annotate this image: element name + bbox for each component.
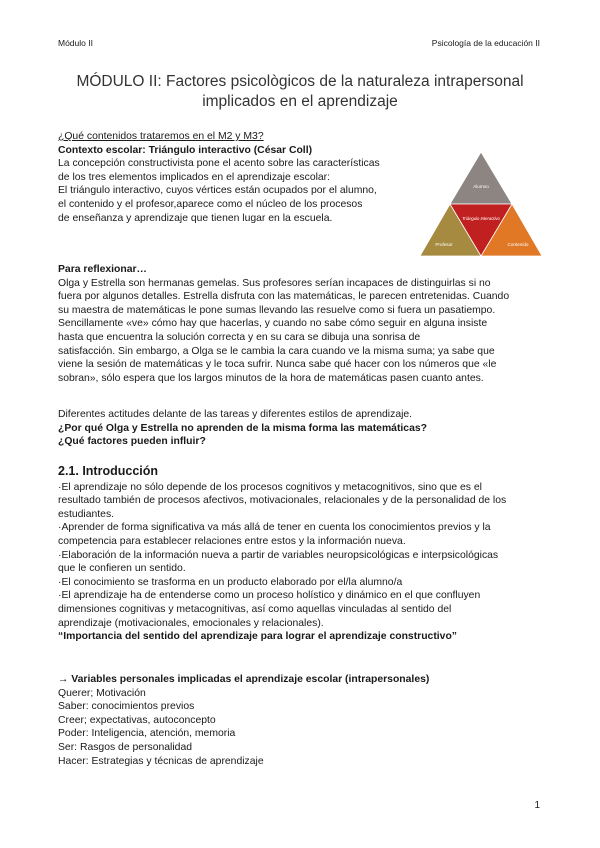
variable-item: Ser: Rasgos de personalidad	[58, 741, 193, 753]
intro-line: de los tres elementos implicados en el aprendizaje escolar:	[58, 171, 331, 183]
section-line: dimensiones cognitivas y metacognitivas, así como aquellas vinculadas al sentido del	[58, 603, 452, 615]
section-line: ·El aprendizaje ha de entenderse como un proceso holístico y dinámico en el que confluyen	[58, 590, 481, 602]
interactive-triangle-diagram	[420, 150, 542, 258]
header-subject: Psicología de la educación II	[431, 38, 540, 48]
section-line: ·Elaboración de la información nueva a partir de variables neuropsicológicas e interpsicológicas	[58, 549, 499, 561]
section-line: estudiantes.	[58, 508, 115, 520]
section-line: ·El conocimiento se trasforma en un producto elaborado por el/la alumno/a	[58, 576, 403, 588]
reflection-heading: Para reflexionar…	[58, 264, 147, 275]
section-line: aprendizaje (motivacionales, emocionales y relacionales).	[58, 617, 324, 629]
triangle-left-label: Profesor	[435, 242, 453, 247]
section-line: resultado también de procesos afectivos, motivacionales, relacionales y de la personalidad de los	[58, 495, 507, 507]
triangle-center-label: Triángulo Interactivo	[462, 216, 500, 221]
context-heading: Contexto escolar: Triángulo interactivo (César Coll)	[58, 144, 313, 156]
triangle-top-segment	[450, 152, 512, 204]
reflection-block	[58, 263, 542, 385]
section-line: que le confieren un sentido.	[58, 563, 186, 575]
section-introduction	[58, 465, 542, 644]
variable-item: Hacer: Estrategias y técnicas de aprendizaje	[58, 755, 264, 767]
variables-block	[58, 673, 542, 768]
reflection-line: satisfacción. Sin embargo, a Olga se le cambia la cara cuando ve la misma suma; ya sabe que	[58, 345, 495, 357]
variable-item: Querer; Motivación	[58, 687, 146, 699]
attitudes-text: Diferentes actitudes delante de las tareas y diferentes estilos de aprendizaje.	[58, 409, 413, 420]
section-line: competencia para establecer relaciones entre estos y la información nueva.	[58, 535, 406, 547]
reflection-line: Olga y Estrella son hermanas gemelas. Sus profesores serían incapaces de distinguirlas si no	[58, 277, 491, 289]
reflection-line: fuera por algunos detalles. Estrella disfruta con las matemáticas, le parecen entretenidas. Cuando	[58, 291, 510, 303]
variable-item: Creer; expectativas, autoconcepto	[58, 714, 216, 726]
reflection-line: hasta que encuentra la solución correcta y en su cara se dibuja una sonrisa de	[58, 331, 421, 343]
reflection-question: ¿Por qué Olga y Estrella no aprenden de la misma forma las matemáticas?	[58, 422, 427, 434]
section-heading: 2.1. Introducción	[58, 464, 159, 478]
page-title	[58, 72, 542, 112]
attitudes-block	[58, 408, 542, 449]
reflection-question: ¿Qué factores pueden influir?	[58, 436, 206, 448]
reflection-line: Sencillamente «ve» cómo hay que hacerlas, y cuando no sabe cómo seguir en alguna insiste	[58, 318, 488, 330]
intro-line: El triángulo interactivo, cuyos vértices están ocupados por el alumno,	[58, 185, 377, 197]
variable-item: Saber: conocimientos previos	[58, 701, 195, 713]
reflection-line: sobran», sólo espera que los largos minutos de la hora de matemáticas pasen cuanto antes.	[58, 372, 484, 384]
reflection-line: su maestra de matemáticas le pone sumas llevando las resuelve como si fuera un pasatiempo.	[58, 304, 496, 316]
title-line-2: implicados en el aprendizaje	[202, 93, 398, 110]
section-line: ·Aprender de forma significativa va más allá de tener en cuenta los conocimientos previos y la	[58, 522, 491, 534]
header-module: Módulo II	[58, 38, 93, 48]
variable-item: Poder: Inteligencia, atención, memoria	[58, 728, 236, 740]
section-quote: “Importancia del sentido del aprendizaje para lograr el aprendizaje constructivo”	[58, 631, 457, 643]
reflection-line: viene la sesión de matemáticas y le toca sufrir. Nunca sabe qué hacer con los números que «le	[58, 359, 497, 371]
intro-block	[58, 130, 418, 225]
variables-heading: → Variables personales implicadas el aprendizaje escolar (intrapersonales)	[58, 674, 430, 685]
title-line-1: MÓDULO II: Factores psicològicos de la naturaleza intrapersonal	[76, 73, 524, 90]
intro-line: de enseñanza y aprendizaje que tienen lugar en la escuela.	[58, 212, 333, 224]
triangle-top-label: Alumno	[473, 184, 489, 189]
triangle-right-label: Contenido	[507, 242, 529, 247]
page-number: 1	[534, 800, 540, 811]
section-line: ·El aprendizaje no sólo depende de los procesos cognitivos y metacognitivos, sino que es el	[58, 481, 482, 493]
intro-line: el contenido y el profesor,aparece como el núcleo de los procesos	[58, 198, 363, 210]
intro-line: La concepción constructivista pone el acento sobre las características	[58, 158, 380, 170]
contents-question: ¿Qué contenidos trataremos en el M2 y M3?	[58, 131, 264, 142]
